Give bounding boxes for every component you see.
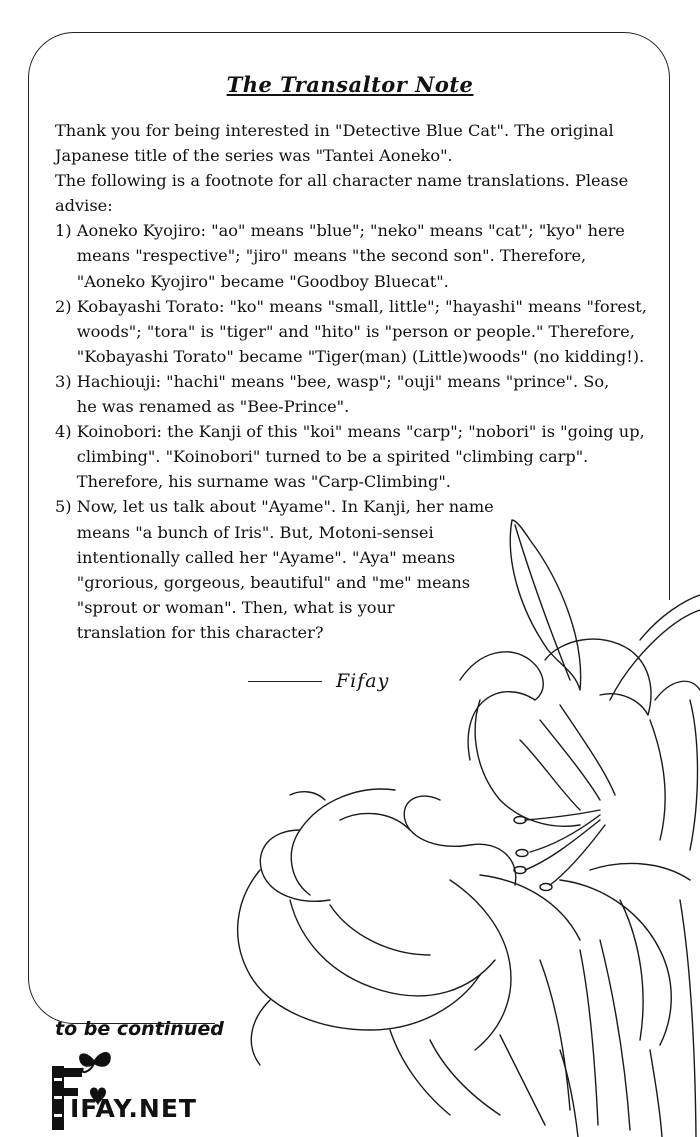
footnote-line: means "respective"; "jiro" means "the second son". Therefore, — [76, 246, 587, 266]
intro-line: The following is a footnote for all character name translations. Please — [55, 171, 629, 191]
footnote-line: Koinobori: the Kanji of this "koi" means "carp"; "nobori" is "going up, — [76, 422, 645, 442]
footnote-number: 2) — [55, 296, 77, 316]
footnote-line: Now, let us talk about "Ayame". In Kanji, her name — [76, 497, 494, 517]
footnote-line: he was renamed as "Bee-Prince". — [76, 397, 350, 417]
footnote-line: translation for this character? — [76, 622, 324, 642]
footnote-line: means "a bunch of Iris". But, Motoni-sensei — [76, 522, 434, 542]
note-title: The Transaltor Note — [226, 72, 474, 97]
signature-name: Fifay — [336, 670, 390, 692]
footnote-line: "grorious, gorgeous, beautiful" and "me" means — [76, 572, 471, 592]
footnote-line: intentionally called her "Ayame". "Aya" means — [76, 547, 456, 567]
footnote-line: Hachiouji: "hachi" means "bee, wasp"; "ouji" means "prince". So, — [76, 371, 610, 391]
footnote-line: Aoneko Kyojiro: "ao" means "blue"; "neko" means "cat"; "kyo" here — [76, 221, 625, 241]
intro-line: Thank you for being interested in "Detective Blue Cat". The original — [55, 121, 614, 140]
intro-line: advise: — [55, 196, 113, 216]
footnote-line: "Kobayashi Torato" became "Tiger(man) (Little)woods" (no kidding!). — [76, 346, 645, 366]
footnote-line: "sprout or woman". Then, what is your — [76, 597, 395, 617]
footnote-line: woods"; "tora" is "tiger" and "hito" is "person or people." Therefore, — [76, 321, 635, 341]
footnote-line: Kobayashi Torato: "ko" means "small, little"; "hayashi" means "forest, — [76, 296, 647, 316]
footnote-number: 4) — [55, 422, 77, 442]
logo-text: IFAY.NET — [70, 1094, 197, 1123]
footnote-line: climbing". "Koinobori" turned to be a spirited "climbing carp". — [76, 447, 589, 467]
footnote-line: Therefore, his surname was "Carp-Climbing". — [76, 472, 451, 492]
footnote-line: "Aoneko Kyojiro" became "Goodboy Bluecat". — [76, 271, 449, 291]
intro-line: Japanese title of the series was "Tantei Aoneko". — [55, 146, 453, 166]
footnote-number: 3) — [55, 371, 77, 391]
to-be-continued: to be continued — [55, 1018, 224, 1040]
footnote-number: 5) — [55, 497, 77, 517]
footnote-number: 1) — [55, 221, 77, 241]
